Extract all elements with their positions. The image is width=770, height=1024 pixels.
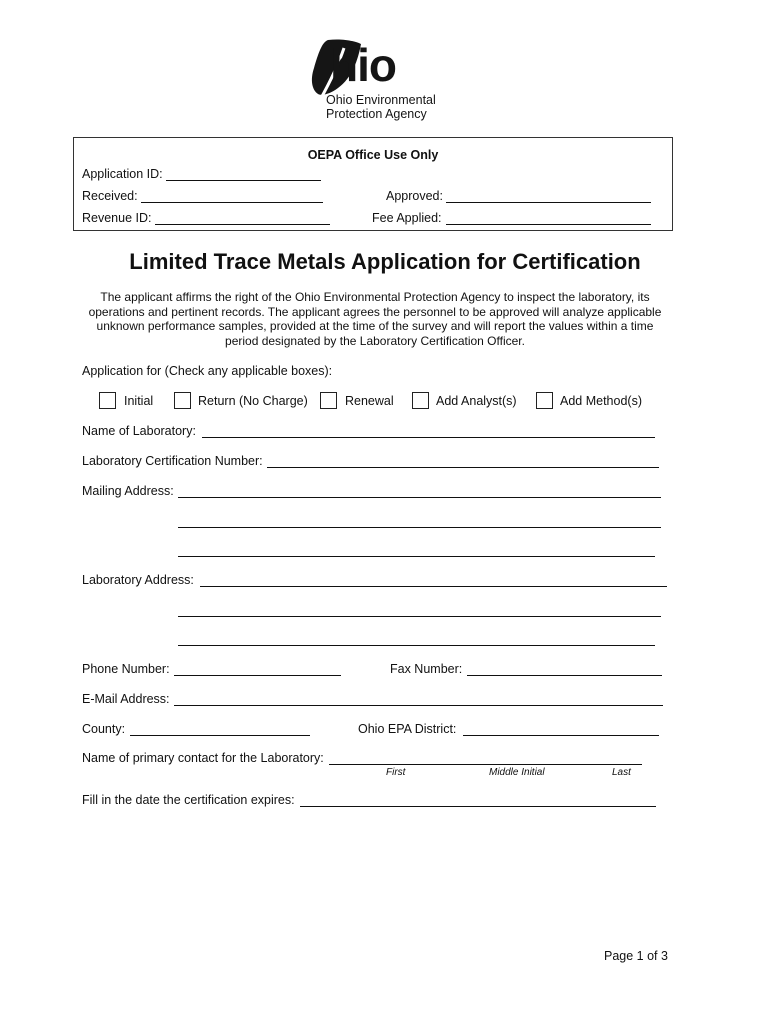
mailing-address-label: Mailing Address: bbox=[82, 484, 174, 498]
contact-first-caption: First bbox=[386, 767, 406, 778]
application-id-label: Application ID: bbox=[82, 167, 163, 181]
mailing-address-line-2[interactable] bbox=[178, 527, 661, 528]
revenue-id-label: Revenue ID: bbox=[82, 211, 152, 225]
lab-name-label: Name of Laboratory: bbox=[82, 424, 196, 438]
lab-name-field[interactable] bbox=[202, 437, 655, 438]
logo-line-2: Protection Agency bbox=[326, 107, 427, 121]
mailing-address-line-1[interactable] bbox=[178, 497, 661, 498]
approved-label: Approved: bbox=[386, 189, 443, 203]
application-for-label: Application for (Check any applicable boxes): bbox=[82, 364, 333, 378]
primary-contact-label: Name of primary contact for the Laboratory: bbox=[82, 751, 324, 765]
page-number: Page 1 of 3 bbox=[604, 949, 668, 963]
fax-label: Fax Number: bbox=[390, 662, 463, 676]
initial-checkbox[interactable] bbox=[99, 392, 116, 409]
contact-last-caption: Last bbox=[612, 767, 631, 778]
logo-line-1: Ohio Environmental bbox=[326, 93, 436, 107]
expiry-field[interactable] bbox=[300, 806, 656, 807]
lab-address-line-2[interactable] bbox=[178, 616, 661, 617]
add-analyst-option-label: Add Analyst(s) bbox=[436, 394, 517, 408]
fax-field[interactable] bbox=[467, 675, 662, 676]
fee-applied-label: Fee Applied: bbox=[372, 211, 442, 225]
district-field[interactable] bbox=[463, 735, 659, 736]
mailing-address-line-3[interactable] bbox=[178, 556, 655, 557]
contact-middle-caption: Middle Initial bbox=[489, 767, 545, 778]
county-field[interactable] bbox=[130, 735, 310, 736]
return-option-label: Return (No Charge) bbox=[198, 394, 308, 408]
phone-label: Phone Number: bbox=[82, 662, 170, 676]
received-label: Received: bbox=[82, 189, 138, 203]
fee-applied-field[interactable] bbox=[446, 224, 651, 225]
district-label: Ohio EPA District: bbox=[358, 722, 457, 736]
renewal-checkbox[interactable] bbox=[320, 392, 337, 409]
add-method-checkbox[interactable] bbox=[536, 392, 553, 409]
intro-paragraph: The applicant affirms the right of the Ohio Environmental Protection Agency to inspect the laboratory, its operations and pertinent records. The applicant agrees the personnel to be approved will analyze applicable unknown performance samples, provided at the time of the survey and will report the values within a time period designated by the Laboratory Certification Officer. bbox=[88, 290, 662, 348]
received-field[interactable] bbox=[141, 202, 323, 203]
initial-option-label: Initial bbox=[124, 394, 154, 408]
add-analyst-checkbox[interactable] bbox=[412, 392, 429, 409]
return-no-charge-checkbox[interactable] bbox=[174, 392, 191, 409]
email-field[interactable] bbox=[174, 705, 663, 706]
ohio-epa-logo bbox=[308, 36, 448, 122]
add-method-option-label: Add Method(s) bbox=[560, 394, 642, 408]
lab-address-line-3[interactable] bbox=[178, 645, 655, 646]
form-title: Limited Trace Metals Application for Certification bbox=[129, 249, 641, 274]
county-label: County: bbox=[82, 722, 126, 736]
logo-wordmark: hio bbox=[330, 39, 396, 91]
lab-address-label: Laboratory Address: bbox=[82, 573, 194, 587]
lab-cert-number-field[interactable] bbox=[267, 467, 659, 468]
email-label: E-Mail Address: bbox=[82, 692, 170, 706]
primary-contact-field[interactable] bbox=[329, 764, 642, 765]
lab-address-line-1[interactable] bbox=[200, 586, 667, 587]
lab-cert-number-label: Laboratory Certification Number: bbox=[82, 454, 263, 468]
revenue-id-field[interactable] bbox=[155, 224, 330, 225]
office-use-title: OEPA Office Use Only bbox=[307, 148, 439, 162]
office-use-box bbox=[73, 137, 673, 231]
application-id-field[interactable] bbox=[166, 180, 321, 181]
approved-field[interactable] bbox=[446, 202, 651, 203]
expiry-label: Fill in the date the certification expires: bbox=[82, 793, 295, 807]
renewal-option-label: Renewal bbox=[345, 394, 394, 408]
phone-field[interactable] bbox=[174, 675, 341, 676]
